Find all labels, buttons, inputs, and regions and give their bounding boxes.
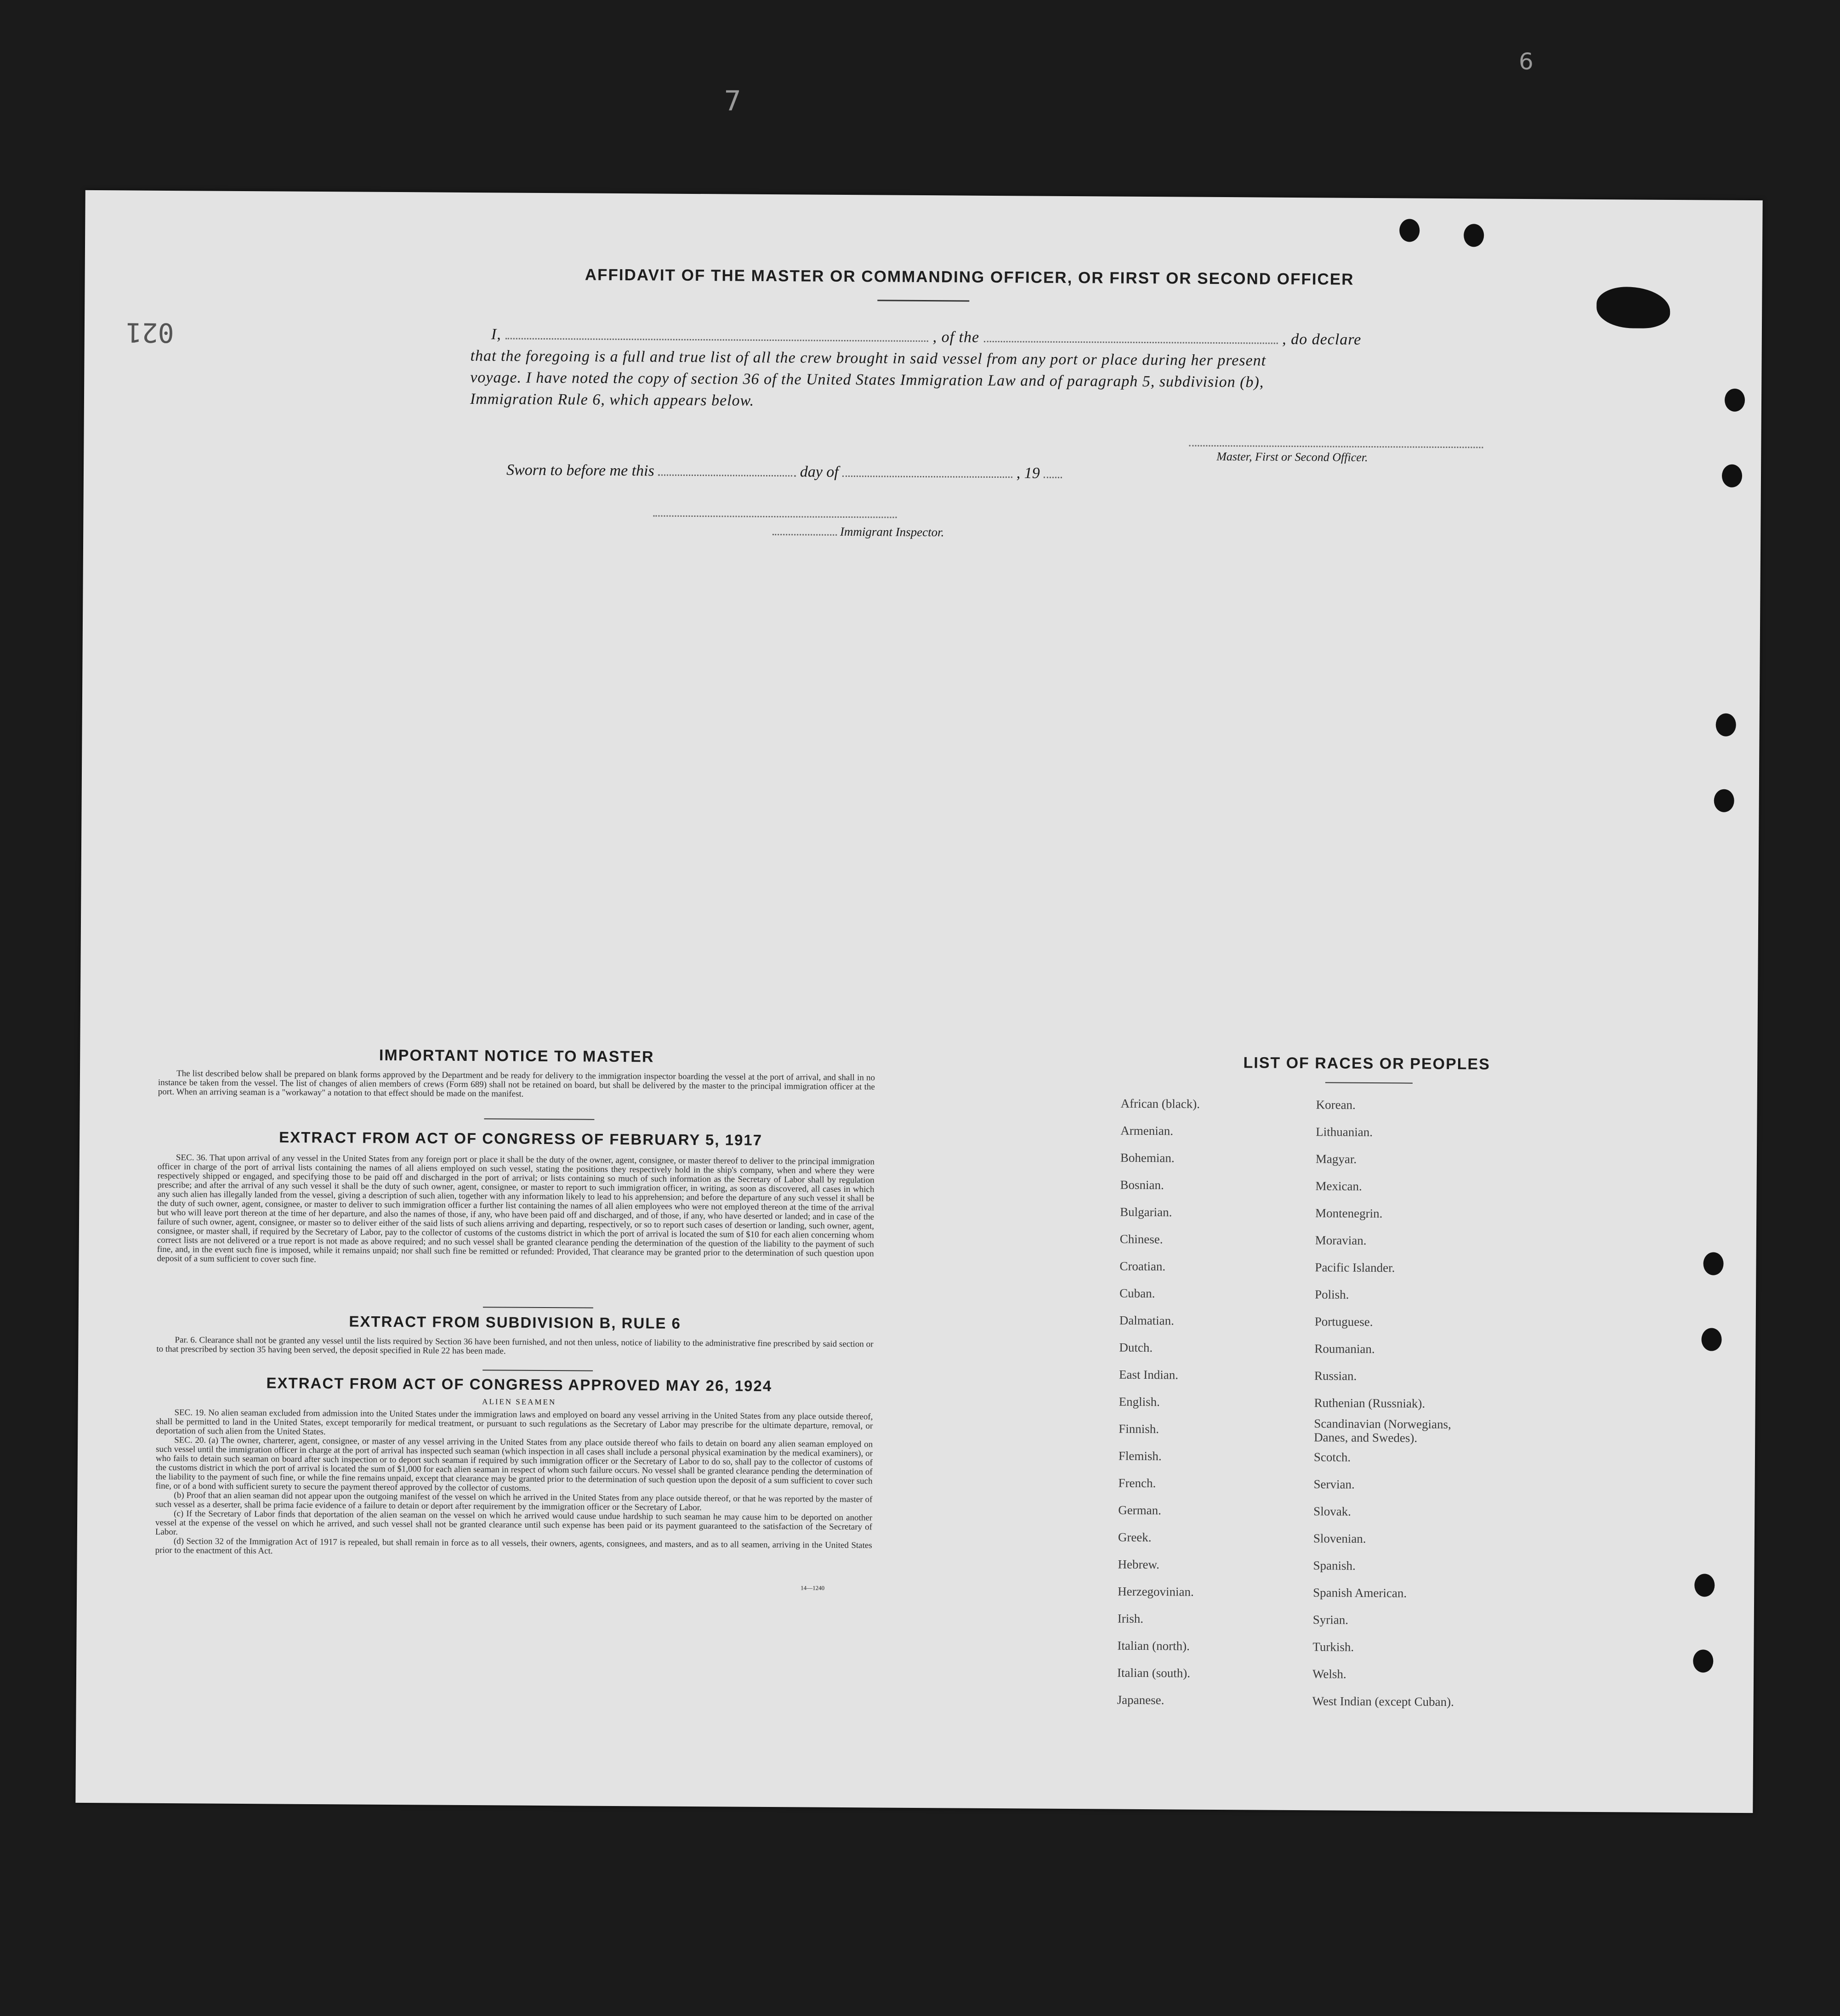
notice-paragraph: The list described below shall be prepared on blank forms approved by the Department and be ready for delivery to the immigration inspector boarding the vessel at the port of arrival, and shall in no instance be taken from the vessel. The list of changes of alien members of crews (Form 689) shall not be retained on board, but shall be delivered by the master to the principal immigration officer at the port. When an arriving seaman is a "workaway" a notation to that effect should be made on the manifest.	[158, 1069, 875, 1099]
master-signature-line	[1189, 445, 1483, 448]
race-item: Japanese.	[1117, 1693, 1164, 1707]
film-mark-6: 6	[1519, 48, 1533, 75]
inspector-signature-row	[772, 524, 944, 539]
notice-body	[158, 1069, 875, 1101]
race-item: African (black).	[1120, 1096, 1200, 1111]
punch-hole	[1701, 1328, 1721, 1351]
inspector-label: Immigrant Inspector.	[840, 524, 944, 539]
affidavit-line-4: Immigration Rule 6, which appears below.	[470, 391, 755, 409]
extract-1917-title: EXTRACT FROM ACT OF CONGRESS OF FEBRUARY 5, 1917	[279, 1128, 763, 1149]
sworn-year-blank	[1044, 476, 1062, 478]
extract-1924-paragraph: (b) Proof that an alien seaman did not appear upon the outgoing manifest of the vessel on which he arrived in the United States from any place outside thereof, or that he was reported by the master of such vessel as a deserter, shall be prima facie evidence of a failure to detain or deport after requirement by the immigration officer or the Secretary of Labor.	[155, 1490, 873, 1513]
race-item: Chinese.	[1119, 1232, 1163, 1246]
race-item: Lithuanian.	[1316, 1125, 1373, 1139]
race-item: Welsh.	[1312, 1667, 1346, 1681]
extract-1917-paragraph: SEC. 36. That upon arrival of any vessel in the United States from any foreign port or place it shall be the duty of the owner, agent, consignee, or master thereof to deliver to the principal immigration officer in charge of the port of arrival lists containing the names of all aliens employed on such vessel, stating the positions they respectively hold in the ship's company, when and where they were respectively shipped or engaged, and specifying those to be paid off and discharged in the port of arrival; or lists containing so much of such information as the Secretary of Labor shall by regulation prescribe; and after the arrival of any such vessel it shall be the duty of such owner, agent, consignee, or master to report to such immigration officer, in writing, as soon as discovered, all cases in which any such alien has illegally landed from the vessel, giving a description of such alien, together with any information likely to lead to his apprehension; and before the departure of any such vessel it shall be the duty of such owner, agent, consignee, or master to deliver to such immigration officer a further list containing the names of all alien employees who were not employed thereon at the time of the arrival but who will leave port thereon at the time of her departure, and also the names of those, if any, who have been paid off and discharged, and of those, if any, who have deserted or landed; and in case of the failure of such owner, agent, consignee, or master so to deliver either of the said lists of such aliens arriving and departing, respectively, or so to report such cases of desertion or landing, such owner, agent, consignee, or master shall, if required by the Secretary of Labor, pay to the collector of customs of the customs district in which the port of arrival is located the sum of $10 for each alien concerning whom correct lists are not delivered or a true report is not made as above required; and no such vessel shall be granted clearance pending the determination of the question of the liability to the payment of such fine, and, in the event such fine is imposed, while it remains unpaid; nor shall such fine be remitted or refunded: Provided, That clearance may be granted prior to the determination of such question upon deposit of a sum sufficient to cover such fine.	[157, 1153, 875, 1264]
race-item: Dalmatian.	[1119, 1313, 1175, 1328]
affidavit-of-the: , of the	[932, 328, 980, 346]
affidavit-line-2: that the foregoing is a full and true list of all the crew brought in said vessel from any port or place during her present	[470, 347, 1266, 369]
inspector-signature-line	[653, 515, 897, 518]
race-item: French.	[1118, 1476, 1156, 1490]
races-column-2	[1312, 1091, 1482, 1716]
affidavit-line-1	[471, 326, 1482, 349]
affidavit-declare: , do declare	[1282, 330, 1362, 348]
punch-hole	[1703, 1252, 1723, 1275]
race-item: Scotch.	[1313, 1450, 1351, 1464]
punch-hole	[1693, 1649, 1713, 1672]
extract-1917-body	[157, 1153, 874, 1268]
race-item: Italian (north).	[1117, 1638, 1190, 1653]
races-title: LIST OF RACES OR PEOPLES	[1243, 1054, 1490, 1073]
race-item: Mexican.	[1315, 1179, 1362, 1193]
race-item: Irish.	[1117, 1611, 1144, 1626]
notice-title: IMPORTANT NOTICE TO MASTER	[379, 1046, 654, 1066]
film-mark-7: 7	[724, 85, 742, 117]
punch-hole	[1714, 789, 1734, 812]
master-signature-label: Master, First or Second Officer.	[1216, 449, 1368, 464]
extract-1924-paragraph: (c) If the Secretary of Labor finds that deportation of the alien seaman on the vessel on which he arrived would cause undue hardship to such seaman he may cause him to be deported on another vessel at the expense of the vessel on which he arrived, and such vessel shall not be granted clearance until such expense has been paid or its payment guaranteed to the satisfaction of the Secretary of Labor.	[155, 1509, 873, 1537]
race-item: English.	[1119, 1394, 1160, 1409]
race-item: Russian.	[1314, 1369, 1357, 1383]
extract-1924-paragraph: SEC. 20. (a) The owner, charterer, agent, consignee, or master of any vessel arriving in the United States from any place outside thereof who fails to detain on board any alien seaman employed on such vessel until the immigration officer in charge at the port of arrival has inspected such seaman (which inspection in all cases shall include a personal physical examination by the medical examiners), or who fails to detain such seaman on board after such inspection or to deport such seaman if required by such immigration officer or the Secretary of Labor to do so, shall pay to the collector of customs of the customs district in which the port of arrival is located the sum of $1,000 for each alien seaman in respect of whom such failure occurs. No vessel shall be granted clearance pending the determination of the liability to the payment of such fine, or while the fine remains unpaid, except that clearance may be granted prior to the determination of such question upon the deposit of a sum sufficient to cover such fine, or of a bond with sufficient surety to secure the payment thereof approved by the collector of customs.	[155, 1435, 873, 1493]
margin-number: 021	[125, 317, 174, 349]
extract-rule6-paragraph: Par. 6. Clearance shall not be granted any vessel until the lists required by Section 36 have been furnished, and not then unless, notice of liability to the administrative fine prescribed by said section or to that prescribed by section 35 having been served, the deposit specified in Rule 22 has been made.	[156, 1335, 874, 1356]
race-item: Herzegovinian.	[1118, 1584, 1194, 1599]
sworn-line	[506, 461, 1062, 482]
extract-1924-title: EXTRACT FROM ACT OF CONGRESS APPROVED MAY 26, 1924	[266, 1374, 772, 1395]
race-item: Magyar.	[1315, 1152, 1357, 1166]
sworn-label: Sworn to before me this	[506, 461, 654, 480]
name-blank	[505, 337, 928, 342]
extract-1924-paragraph: SEC. 19. No alien seaman excluded from admission into the United States under the immigration laws and employed on board any vessel arriving in the United States from any place outside thereof, shall be permitted to land in the United States, except temporarily for medical treatment, or pursuant to such regulations as the Secretary of Labor may prescribe for the ultimate departure, removal, or deportation of such alien from the United States.	[156, 1408, 873, 1437]
inspector-blank	[772, 533, 837, 536]
race-item: Roumanian.	[1314, 1342, 1375, 1356]
race-item: Syrian.	[1312, 1613, 1349, 1627]
race-item: Armenian.	[1120, 1123, 1174, 1138]
punch-hole	[1722, 464, 1742, 487]
sworn-month-blank	[842, 475, 1012, 478]
vessel-blank	[984, 340, 1278, 344]
race-item: Ruthenian (Russniak).	[1314, 1396, 1425, 1410]
extract-rule6-title: EXTRACT FROM SUBDIVISION B, RULE 6	[349, 1313, 681, 1332]
race-item: Dutch.	[1119, 1340, 1153, 1355]
race-item: Italian (south).	[1117, 1665, 1191, 1680]
form-page	[75, 190, 1762, 1813]
race-item: Finnish.	[1119, 1421, 1159, 1436]
race-item: East Indian.	[1119, 1367, 1179, 1382]
race-item: Scandinavian (Norwegians, Danes, and Swedes).	[1314, 1416, 1451, 1445]
affidavit-line-3: voyage. I have noted the copy of section 36 of the United States Immigration Law and of paragraph 5, subdivision (b),	[470, 369, 1264, 391]
race-item: Slovak.	[1313, 1504, 1352, 1518]
races-title-rule	[1325, 1082, 1413, 1083]
races-column-1	[1117, 1090, 1200, 1714]
extract-1924-body	[155, 1408, 873, 1560]
punch-hole	[1464, 224, 1484, 247]
race-item: Servian.	[1313, 1477, 1355, 1491]
race-item: Spanish.	[1313, 1558, 1356, 1573]
race-item: Croatian.	[1119, 1259, 1166, 1274]
notice-rule	[484, 1118, 594, 1120]
punch-hole	[1716, 714, 1736, 736]
race-item: Slovenian.	[1313, 1531, 1366, 1546]
race-item: Bohemian.	[1120, 1150, 1175, 1165]
race-item: Greek.	[1118, 1530, 1152, 1545]
race-item: Turkish.	[1312, 1640, 1354, 1654]
ink-blot	[1596, 287, 1670, 328]
race-item: West Indian (except Cuban).	[1312, 1694, 1454, 1709]
race-item: Cuban.	[1119, 1286, 1155, 1301]
race-item: Polish.	[1315, 1287, 1349, 1302]
punch-hole	[1694, 1574, 1715, 1597]
year-label: , 19	[1016, 464, 1040, 482]
extract-1924-subtitle: ALIEN SEAMEN	[482, 1397, 557, 1407]
race-item: Flemish.	[1118, 1449, 1162, 1463]
affidavit-i: I,	[491, 326, 501, 343]
race-item: Bulgarian.	[1120, 1205, 1172, 1219]
race-item: Moravian.	[1315, 1233, 1367, 1247]
sworn-day-blank	[658, 474, 796, 477]
extract-1924-paragraph: (d) Section 32 of the Immigration Act of 1917 is repealed, but shall remain in force as to all vessels, their owners, agents, consignees, and masters, and as to all seamen, arriving in the United States prior to the enactment of this Act.	[155, 1536, 872, 1556]
race-item: Bosnian.	[1120, 1178, 1164, 1192]
extract-rule6-rule	[483, 1370, 593, 1371]
race-item: German.	[1118, 1503, 1162, 1518]
extract-rule6-body	[156, 1336, 873, 1359]
race-item: Portuguese.	[1314, 1314, 1373, 1329]
race-item: Korean.	[1316, 1098, 1356, 1112]
race-item: Pacific Islander.	[1315, 1260, 1395, 1275]
affidavit-title-rule	[877, 300, 969, 301]
race-item: Spanish American.	[1313, 1586, 1407, 1600]
affidavit-title: AFFIDAVIT OF THE MASTER OR COMMANDING OFFICER, OR FIRST OR SECOND OFFICER	[585, 266, 1354, 289]
punch-hole	[1725, 389, 1745, 412]
race-item: Montenegrin.	[1315, 1206, 1383, 1221]
day-of-label: day of	[800, 463, 839, 481]
form-number: 14—1240	[801, 1584, 825, 1591]
race-item: Hebrew.	[1118, 1557, 1160, 1572]
extract-1917-rule	[483, 1307, 593, 1308]
punch-hole	[1399, 219, 1420, 242]
